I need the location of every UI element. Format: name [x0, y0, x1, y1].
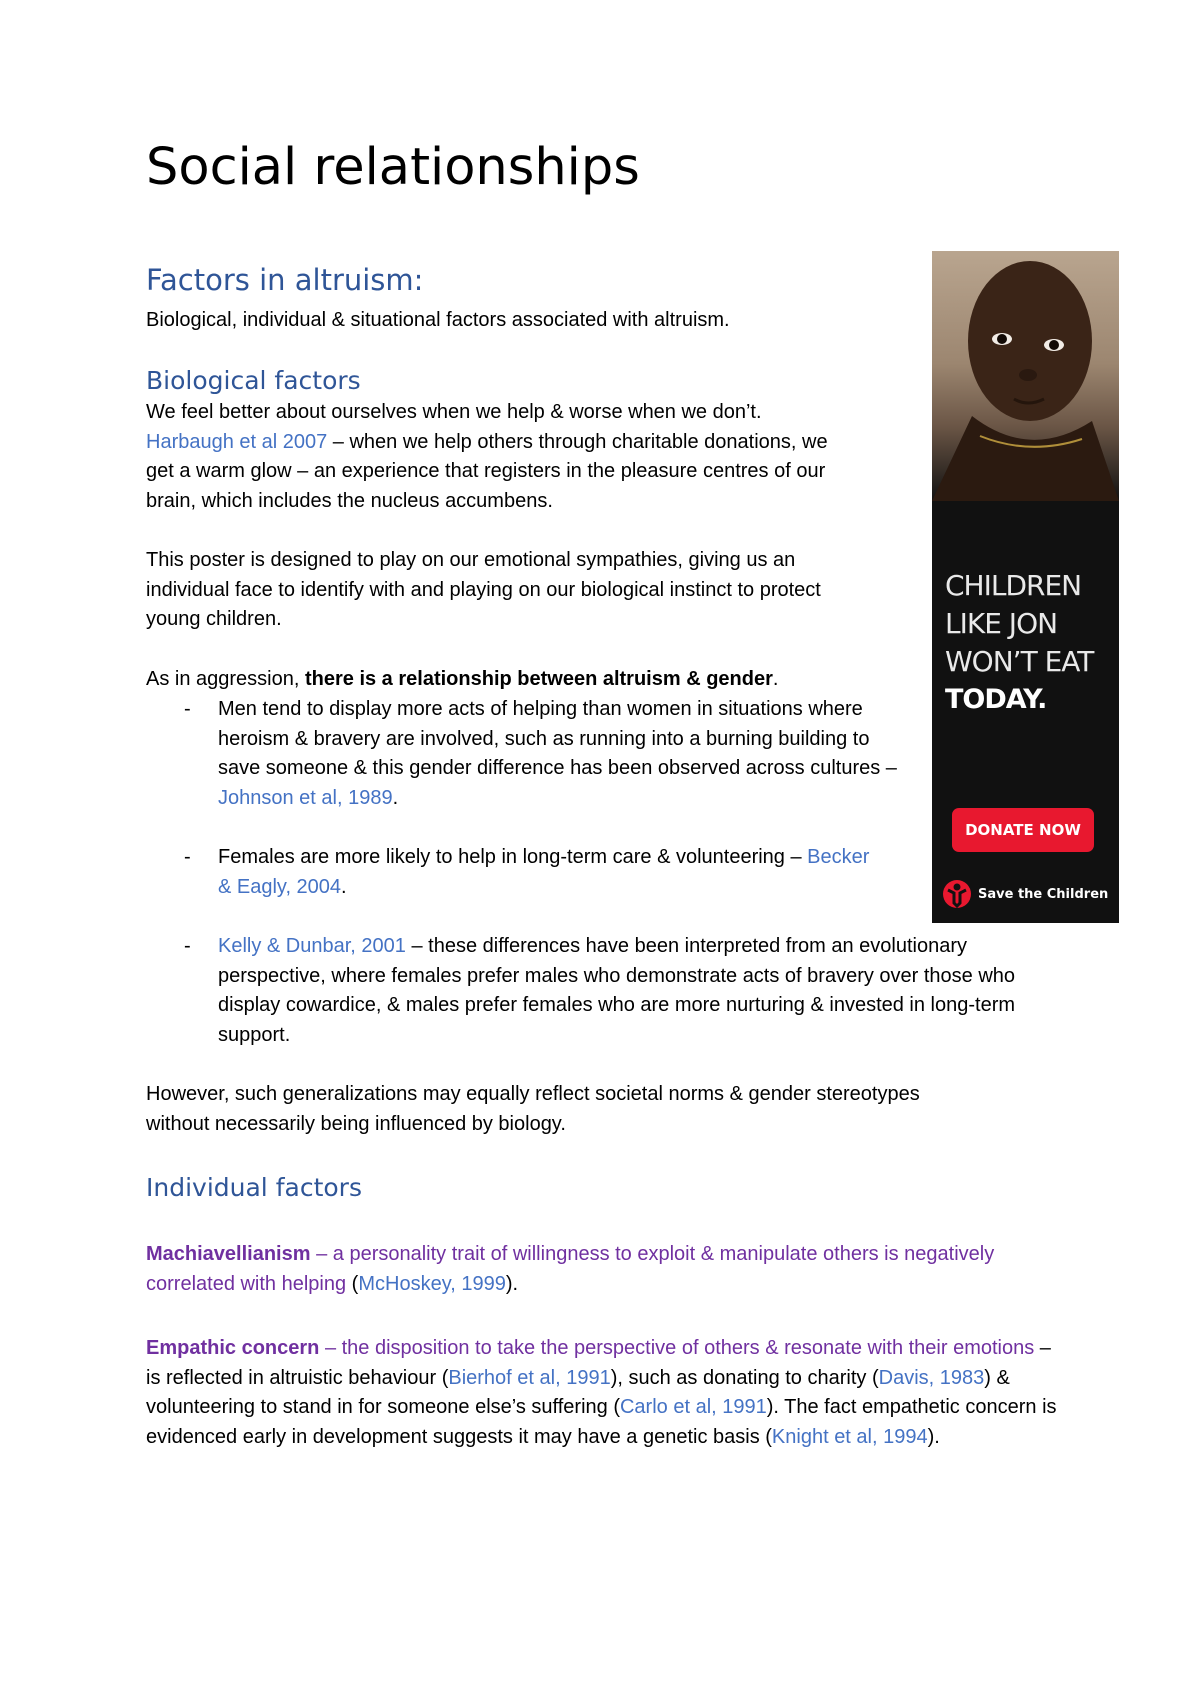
bullet-list-3 — [180, 932, 1080, 1050]
machiavellianism-paragraph — [146, 1240, 1046, 1299]
dash-bullet: - — [184, 935, 191, 957]
poster-headline — [945, 567, 1093, 681]
list-item — [180, 695, 915, 813]
section-heading-factors: Factors in altruism: — [146, 263, 424, 297]
dash-bullet: - — [184, 846, 191, 868]
definition: – the disposition to take the perspective of others & resonate with their emotions — [319, 1337, 1035, 1359]
citation: McHoskey, 1999 — [358, 1272, 506, 1295]
dash-bullet: - — [184, 698, 191, 720]
child-photo — [932, 251, 1119, 501]
factors-intro: Biological, individual & situational factors associated with altruism. — [146, 309, 730, 331]
text-line — [146, 428, 828, 458]
charity-poster — [932, 251, 1119, 923]
citation: Bierhof et al, 1991 — [448, 1366, 611, 1389]
poster-line: WON’T EAT — [945, 645, 1094, 678]
text-line: young children. — [146, 608, 282, 630]
text-line: get a warm glow – an experience that registers in the pleasure centres of our — [146, 460, 826, 482]
text-line: brain, which includes the nucleus accumbens. — [146, 490, 553, 512]
citation: Kelly & Dunbar, 2001 — [218, 935, 406, 957]
citation: Carlo et al, 1991 — [619, 1396, 767, 1418]
term: Empathic concern — [146, 1337, 320, 1359]
donate-now-button[interactable]: DONATE NOW — [952, 808, 1094, 852]
text-span: ). — [927, 1425, 940, 1448]
section-heading-biological: Biological factors — [146, 366, 361, 395]
text-line: This poster is designed to play on our emotional sympathies, giving us an — [146, 549, 796, 571]
list-item — [180, 932, 1080, 1050]
save-the-children-icon — [942, 879, 972, 909]
text-line: We feel better about ourselves when we help & worse when we don’t. — [146, 401, 762, 423]
text-span: – when we help others through charitable donations, we — [327, 431, 828, 453]
page-title: Social relationships — [146, 138, 640, 197]
text-span: Men tend to display more acts of helping than women in situations where heroism & bravery are involved, such as running into a burning building to save someone & this gender difference has been observed across cultures – — [218, 698, 897, 779]
gender-paragraph — [146, 665, 778, 695]
citation: Davis, 1983 — [878, 1366, 985, 1389]
citation: Becker & Eagly, 2004 — [218, 846, 870, 898]
poster-line: LIKE JON — [945, 607, 1058, 640]
definition: – a personality trait of willingness to exploit & manipulate others is negatively correlated with helping — [146, 1243, 995, 1295]
bullet-list-1 — [180, 695, 915, 813]
text-line: individual face to identify with and playing on our biological instinct to protect — [146, 579, 821, 601]
empathic-concern-paragraph — [146, 1334, 1066, 1452]
list-item — [180, 843, 880, 902]
text-span: Females are more likely to help in long-term care & volunteering – — [218, 846, 808, 868]
text-span: . — [772, 668, 779, 690]
text-span: ). — [505, 1272, 519, 1295]
organization-name: Save the Children — [978, 886, 1109, 902]
poster-line: CHILDREN — [945, 569, 1082, 602]
text-span: ) & volunteering to stand in for someone else’s suffering ( — [146, 1366, 1010, 1418]
bold-text: there is a relationship between altruism & gender — [304, 668, 773, 690]
text-span: . — [392, 786, 399, 809]
poster-headline-bold: TODAY. — [945, 684, 1047, 715]
bullet-list-2 — [180, 843, 880, 902]
citation: Harbaugh et al 2007 — [146, 431, 328, 453]
text-span: – these differences have been interpreted from an evolutionary perspective, where females prefer males who demonstrate acts of bravery over those who display cowardice, & males prefer females who are more nurturing & invested in long-term support. — [218, 935, 1016, 1046]
term: Machiavellianism — [146, 1243, 311, 1265]
citation: Johnson et al, 1989 — [218, 786, 393, 809]
text-span: – is reflected in altruistic behaviour ( — [146, 1337, 1051, 1389]
save-the-children-logo — [942, 879, 1108, 909]
text-span: . — [341, 875, 347, 898]
text-span: ). The fact empathetic concern is evidenced early in development suggests it may have a genetic basis ( — [146, 1396, 1057, 1448]
text-span: As in aggression, — [146, 668, 305, 690]
section-heading-individual: Individual factors — [146, 1173, 362, 1202]
text-line: without necessarily being influenced by biology. — [146, 1113, 566, 1135]
citation: Knight et al, 1994 — [771, 1425, 928, 1448]
text-span: ), such as donating to charity ( — [610, 1366, 879, 1389]
text-line: However, such generalizations may equally reflect societal norms & gender stereotypes — [146, 1083, 920, 1105]
child-face-illustration — [932, 251, 1119, 501]
text-span: ( — [346, 1272, 359, 1295]
